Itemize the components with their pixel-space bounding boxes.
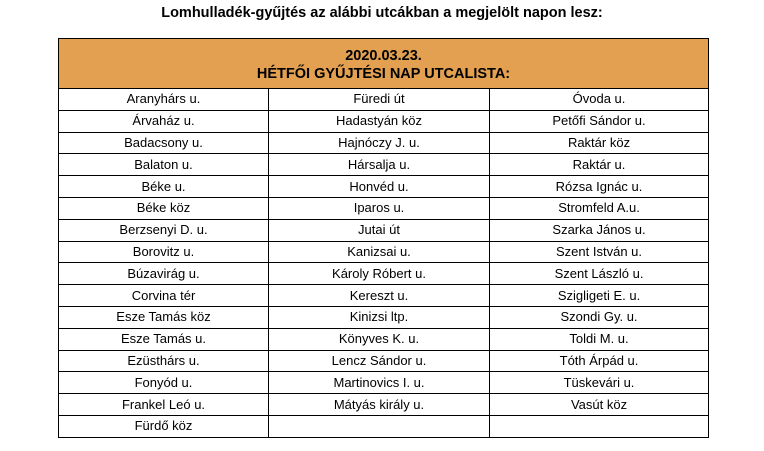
- street-cell: Szent István u.: [490, 241, 709, 263]
- table-row: [59, 154, 709, 176]
- street-schedule-table: [58, 38, 709, 438]
- table-row: [59, 241, 709, 263]
- street-cell: Kanizsai u.: [269, 241, 490, 263]
- street-cell: Szarka János u.: [490, 219, 709, 241]
- collection-date: 2020.03.23.: [345, 47, 422, 64]
- street-rows: [59, 89, 709, 438]
- street-cell: Raktár köz: [490, 132, 709, 154]
- street-cell: Aranyhárs u.: [59, 89, 269, 111]
- street-cell: Kinizsi ltp.: [269, 306, 490, 328]
- table-row: [59, 110, 709, 132]
- street-cell: Martinovics I. u.: [269, 372, 490, 394]
- table-header-row: [59, 39, 709, 89]
- street-cell: [490, 415, 709, 437]
- table-row: [59, 306, 709, 328]
- street-cell: Szondi Gy. u.: [490, 306, 709, 328]
- table-row: [59, 328, 709, 350]
- street-cell: Esze Tamás u.: [59, 328, 269, 350]
- street-cell: Berzsenyi D. u.: [59, 219, 269, 241]
- street-cell: Óvoda u.: [490, 89, 709, 111]
- street-cell: Béke köz: [59, 197, 269, 219]
- street-cell: Iparos u.: [269, 197, 490, 219]
- street-cell: Fürdő köz: [59, 415, 269, 437]
- street-cell: Badacsony u.: [59, 132, 269, 154]
- table-row: [59, 263, 709, 285]
- street-cell: Borovitz u.: [59, 241, 269, 263]
- street-cell: Mátyás király u.: [269, 394, 490, 416]
- table-row: [59, 132, 709, 154]
- street-cell: Béke u.: [59, 176, 269, 198]
- street-cell: Balaton u.: [59, 154, 269, 176]
- street-cell: Károly Róbert u.: [269, 263, 490, 285]
- street-cell: Hársalja u.: [269, 154, 490, 176]
- table-row: [59, 285, 709, 307]
- table-row: [59, 197, 709, 219]
- table-row: [59, 219, 709, 241]
- street-cell: Kereszt u.: [269, 285, 490, 307]
- street-cell: Stromfeld A.u.: [490, 197, 709, 219]
- street-cell: Búzavirág u.: [59, 263, 269, 285]
- street-cell: Petőfi Sándor u.: [490, 110, 709, 132]
- street-cell: Honvéd u.: [269, 176, 490, 198]
- street-cell: Füredi út: [269, 89, 490, 111]
- street-cell: Szigligeti E. u.: [490, 285, 709, 307]
- street-cell: Vasút köz: [490, 394, 709, 416]
- table-row: [59, 176, 709, 198]
- street-cell: Lencz Sándor u.: [269, 350, 490, 372]
- table-row: [59, 394, 709, 416]
- table-row: [59, 89, 709, 111]
- street-cell: Ezüsthárs u.: [59, 350, 269, 372]
- street-cell: Tóth Árpád u.: [490, 350, 709, 372]
- table-row: [59, 372, 709, 394]
- street-cell: Jutai út: [269, 219, 490, 241]
- street-cell: Hadastyán köz: [269, 110, 490, 132]
- page-heading: Lomhulladék-gyűjtés az alábbi utcákban a megjelölt napon lesz:: [161, 5, 603, 21]
- table-title: HÉTFŐI GYŰJTÉSI NAP UTCALISTA:: [256, 65, 511, 82]
- street-cell: Rózsa Ignác u.: [490, 176, 709, 198]
- street-cell: Hajnóczy J. u.: [269, 132, 490, 154]
- street-cell: Könyves K. u.: [269, 328, 490, 350]
- street-cell: Esze Tamás köz: [59, 306, 269, 328]
- table-row: [59, 350, 709, 372]
- street-cell: Szent László u.: [490, 263, 709, 285]
- table-header-cell: [59, 39, 709, 89]
- street-cell: Tüskevári u.: [490, 372, 709, 394]
- street-cell: Corvina tér: [59, 285, 269, 307]
- table-row: [59, 415, 709, 437]
- street-cell: Árvaház u.: [59, 110, 269, 132]
- street-cell: Fonyód u.: [59, 372, 269, 394]
- street-cell: Raktár u.: [490, 154, 709, 176]
- street-cell: [269, 415, 490, 437]
- street-cell: Frankel Leó u.: [59, 394, 269, 416]
- street-cell: Toldi M. u.: [490, 328, 709, 350]
